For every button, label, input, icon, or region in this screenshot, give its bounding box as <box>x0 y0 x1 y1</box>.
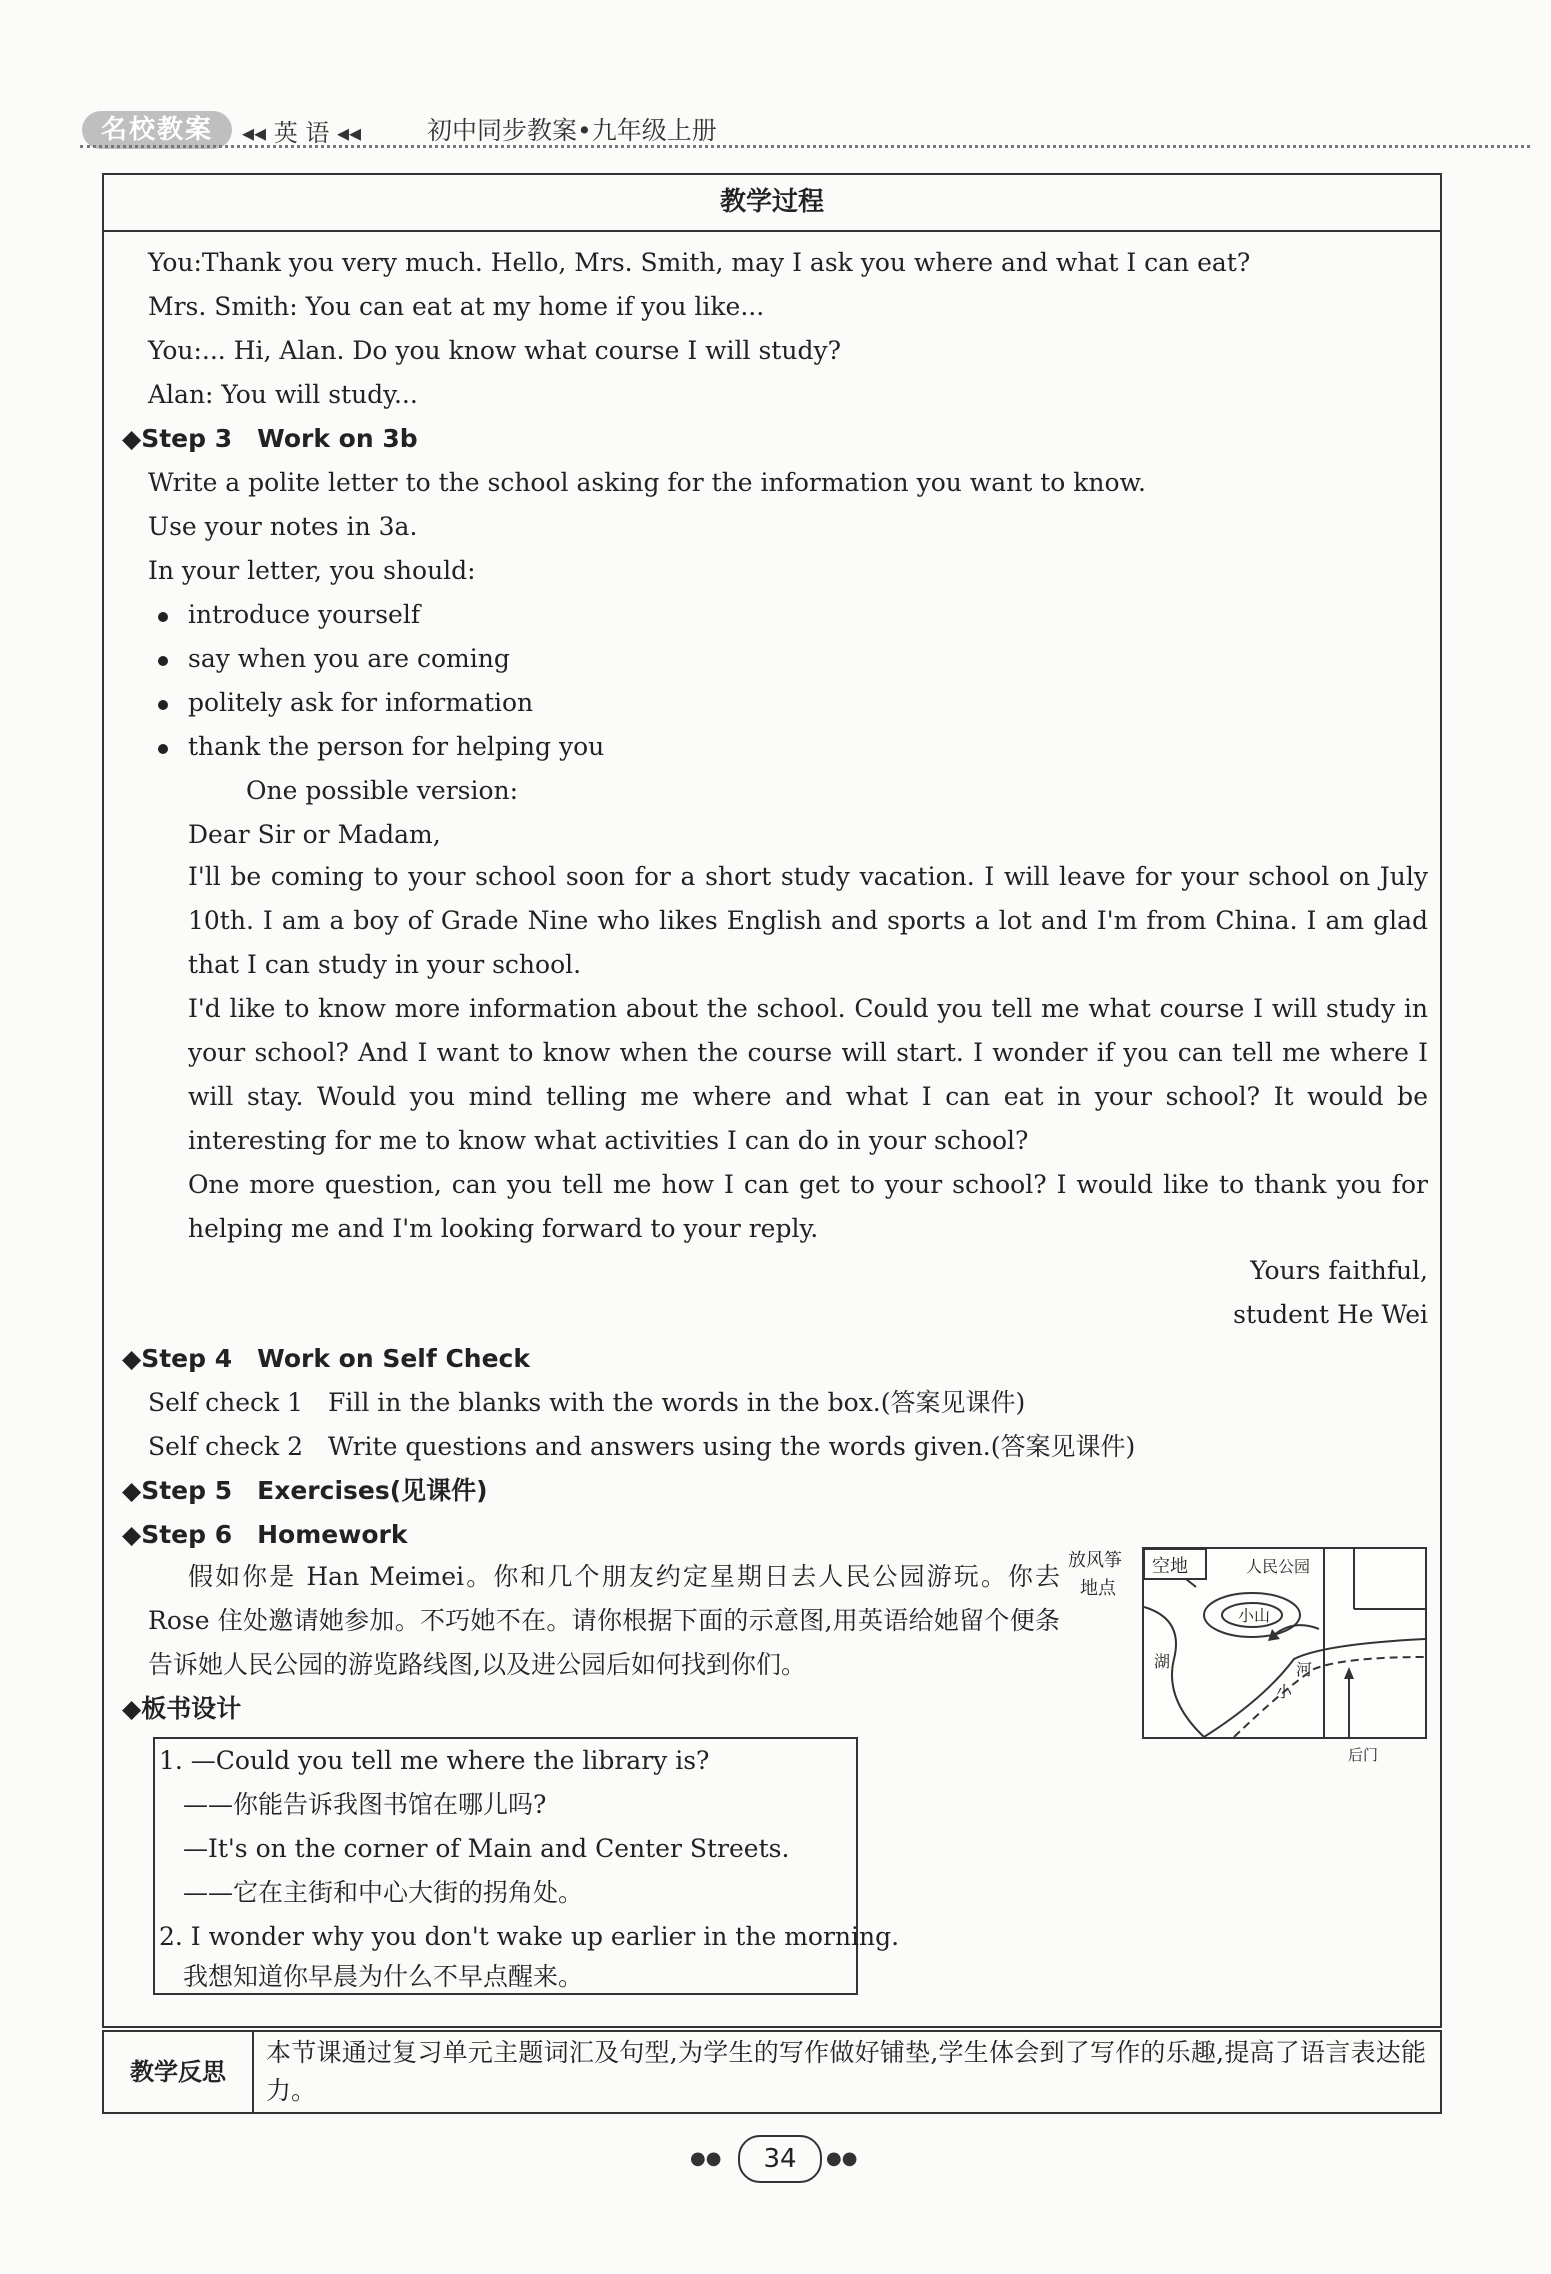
board-heading: ◆板书设计 <box>122 1694 242 1723</box>
board-line: ——它在主街和中心大街的拐角处。 <box>183 1878 584 1907</box>
homework-text: 假如你是 Han Meimei。你和几个朋友约定星期日去人民公园游玩。你去 Rose 住处邀请她参加。不巧她不在。请你根据下面的示意图,用英语给她留个便条告诉她人民公园的游览路线图,以及进公园后如何找到你们。 <box>148 1562 1060 1679</box>
bullet-item: say when you are coming <box>158 643 510 675</box>
step6-heading: ◆Step 6 Homework <box>122 1520 408 1549</box>
open-space-label: 空地 <box>1152 1556 1188 1577</box>
park-map <box>1142 1547 1427 1739</box>
version-label: One possible version: <box>246 776 519 805</box>
bullet-item: politely ask for information <box>158 687 533 719</box>
board-line: —It's on the corner of Main and Center Streets. <box>183 1834 790 1863</box>
step4-heading: ◆Step 4 Work on Self Check <box>122 1344 530 1373</box>
header-divider <box>80 145 1530 148</box>
step3-heading: ◆Step 3 Work on 3b <box>122 424 418 453</box>
board-line: 我想知道你早晨为什么不早点醒来。 <box>183 1962 584 1991</box>
letter-signature: student He Wei <box>1233 1300 1428 1329</box>
series-title: 初中同步教案•九年级上册 <box>427 116 717 145</box>
board-line: 2. I wonder why you don't wake up earlier in the morning. <box>159 1922 900 1951</box>
board-line: ——你能告诉我图书馆在哪儿吗? <box>183 1790 547 1819</box>
box-title: 教学过程 <box>104 175 1440 232</box>
step3-instruction: Use your notes in 3a. <box>148 512 418 541</box>
reflection-text: 本节课通过复习单元主题词汇及句型,为学生的写作做好铺垫,学生体会到了写作的乐趣,提高了语言表达能力。 <box>266 2038 1426 2105</box>
step5-heading: ◆Step 5 Exercises(见课件) <box>122 1476 488 1505</box>
subject-label: ◂◂ 英 语 ◂◂ <box>242 119 362 147</box>
reflection-label: 教学反思 <box>104 2032 254 2112</box>
bullet-icon <box>158 744 168 754</box>
self-check-line: Self check 2 Write questions and answers using the words given.(答案见课件) <box>148 1432 1136 1461</box>
river-label: 河 <box>1296 1660 1313 1679</box>
letter-closing: Yours faithful, <box>1250 1256 1428 1285</box>
bullet-icon <box>158 700 168 710</box>
bullet-icon <box>158 612 168 622</box>
river-label: 小 <box>1276 1682 1293 1701</box>
bullet-icon <box>158 656 168 666</box>
page-number: 34 <box>738 2135 822 2183</box>
letter-paragraph: One more question, can you tell me how I can get to your school? I would like to thank you for helping me and I'm looking forward to your reply. <box>188 1170 1428 1243</box>
back-gate-label: 后门 <box>1348 1746 1379 1764</box>
step3-instruction: Write a polite letter to the school asking for the information you want to know. <box>148 468 1146 497</box>
letter-paragraph: I'd like to know more information about the school. Could you tell me what course I will study in your school? And I want to know when the course will start. I wonder if you can tell me where I will stay. Would you mind telling me where and what I can eat in your school? It would be interesting for me to know what activities I can do in your school? <box>188 994 1428 1155</box>
letter-greeting: Dear Sir or Madam, <box>188 820 441 849</box>
board-line: 1. —Could you tell me where the library is? <box>159 1746 710 1775</box>
page-number-ornament-left: ●● <box>690 2148 722 2169</box>
page-number-ornament-right: ●● <box>826 2148 858 2169</box>
kite-label: 地点 <box>1080 1578 1116 1599</box>
dialogue-line: You:... Hi, Alan. Do you know what course I will study? <box>148 336 841 365</box>
park-label: 人民公园 <box>1246 1557 1311 1576</box>
lake-label: 湖 <box>1154 1652 1171 1671</box>
dialogue-line: Mrs. Smith: You can eat at my home if you like... <box>148 292 765 321</box>
dialogue-line: You:Thank you very much. Hello, Mrs. Smith, may I ask you where and what I can eat? <box>148 248 1251 277</box>
bullet-item: thank the person for helping you <box>158 731 604 763</box>
step3-instruction: In your letter, you should: <box>148 556 476 585</box>
series-logo: 名校教案 <box>82 111 232 149</box>
dialogue-line: Alan: You will study... <box>148 380 418 409</box>
hill-label: 小山 <box>1238 1606 1271 1625</box>
self-check-line: Self check 1 Fill in the blanks with the words in the box.(答案见课件) <box>148 1388 1026 1417</box>
letter-paragraph: I'll be coming to your school soon for a short study vacation. I will leave for your school on July 10th. I am a boy of Grade Nine who likes English and sports a lot and I'm from China. I am glad that I can study in your school. <box>188 862 1428 979</box>
board-design-box <box>153 1737 900 1995</box>
bullet-item: introduce yourself <box>158 599 420 631</box>
kite-label: 放风筝 <box>1068 1550 1122 1571</box>
